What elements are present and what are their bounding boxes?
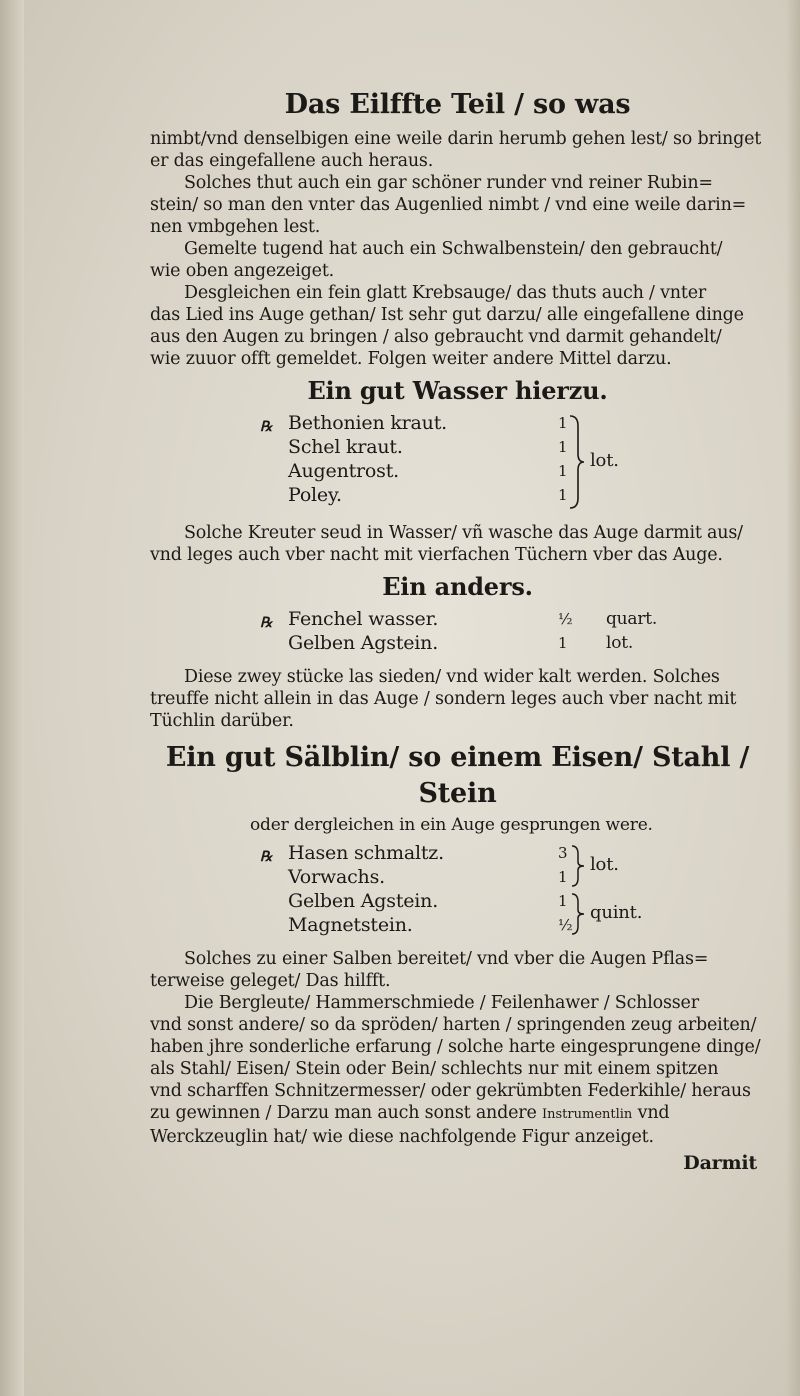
recipe-list (150, 608, 765, 660)
text-line: Tüchlin darüber. (150, 711, 294, 731)
heading-subline: oder dergleichen in ein Auge gesprungen were. (250, 815, 653, 835)
text-line: Solche Kreuter seud in Wasser/ vñ wasche das Auge darmit aus/ (184, 523, 743, 543)
ingredient-name: Vorwachs. (288, 866, 385, 888)
text-line: stein/ so man den vnter das Augenlied nimbt / vnd eine weile darin= (150, 195, 747, 215)
ingredient-name: Fenchel wasser. (288, 608, 439, 630)
text-line: vnd scharffen Schnitzermesser/ oder gekrümbten Federkihle/ heraus (150, 1081, 751, 1101)
ingredient-unit: lot. (606, 633, 634, 653)
recipe-item (260, 412, 765, 436)
ingredient-name: Hasen schmaltz. (288, 842, 444, 864)
text-line: Gemelte tugend hat auch ein Schwalbenstein/ den gebraucht/ (184, 239, 723, 259)
recipe-item (260, 866, 765, 890)
text-line: terweise geleget/ Das hilfft. (150, 971, 391, 991)
text-line: er das eingefallene auch heraus. (150, 151, 434, 171)
catchword: Darmit (683, 1152, 757, 1174)
rx-symbol: ℞ (260, 615, 273, 631)
recipe-item (260, 632, 765, 656)
ingredient-qty: 1 (558, 634, 568, 652)
text-line: nen vmbgehen lest. (150, 217, 321, 237)
curly-brace-icon (570, 844, 586, 888)
page-gutter-shadow (0, 0, 24, 1396)
text-line: vnd sonst andere/ so da spröden/ harten / springenden zeug arbeiten/ (150, 1015, 757, 1035)
ingredient-qty: ½ (558, 610, 573, 628)
ingredient-qty: ½ (558, 916, 573, 934)
group-unit: lot. (590, 854, 619, 875)
text-line: Werckzeuglin hat/ wie diese nachfolgende Figur anzeiget. (150, 1127, 654, 1147)
ingredient-name: Augentrost. (288, 460, 399, 482)
text-line: wie oben angezeiget. (150, 261, 335, 281)
recipe-item (260, 608, 765, 632)
ingredient-name: Schel kraut. (288, 436, 403, 458)
text-line: haben jhre sonderliche erfarung / solche harte eingesprungene dinge/ (150, 1037, 761, 1057)
recipe-item (260, 460, 765, 484)
recipe-item (260, 914, 765, 938)
recipe-item (260, 842, 765, 866)
ingredient-qty: 3 (558, 844, 568, 862)
recipe-heading: Ein gut Sälblin/ so einem Eisen/ Stahl / Stein (165, 742, 750, 809)
rx-symbol: ℞ (260, 849, 273, 865)
paragraph-krebsauge (150, 282, 765, 370)
paragraph-kreuter (150, 522, 765, 566)
recipe-heading: Ein anders. (382, 572, 533, 601)
ingredient-unit: quart. (606, 609, 658, 629)
recipe-list (150, 842, 765, 942)
text-line: Solches thut auch ein gar schöner runder vnd reiner Rubin= (184, 173, 713, 193)
text-line: treuffe nicht allein in das Auge / sondern leges auch vber nacht mit (150, 689, 737, 709)
ingredient-qty: 1 (558, 414, 568, 432)
latin-word: Instrumentlin (542, 1107, 633, 1122)
paragraph-schwalbenstein (150, 238, 765, 282)
running-head: Das Eilffte Teil / so was (284, 89, 631, 120)
ingredient-name: Gelben Agstein. (288, 632, 439, 654)
paragraph-bergleute (150, 992, 765, 1148)
text-line: wie zuuor offt gemeldet. Folgen weiter andere Mittel darzu. (150, 349, 672, 369)
recipe-item (260, 484, 765, 508)
curly-brace-icon (570, 892, 586, 936)
text-line: Desgleichen ein fein glatt Krebsauge/ das thuts auch / vnter (184, 283, 707, 303)
paragraph-rubinstein (150, 172, 765, 238)
ingredient-qty: 1 (558, 438, 568, 456)
paragraph-sieden (150, 666, 765, 732)
ingredient-qty: 1 (558, 868, 568, 886)
text-line: Die Bergleute/ Hammerschmiede / Feilenhawer / Schlosser (184, 993, 699, 1013)
rx-symbol: ℞ (260, 419, 273, 435)
recipe-item (260, 436, 765, 460)
group-unit: quint. (590, 902, 643, 923)
ingredient-name: Bethonien kraut. (288, 412, 447, 434)
page-edge-shadow (786, 0, 800, 1396)
ingredient-name: Magnetstein. (288, 914, 413, 936)
ingredient-qty: 1 (558, 486, 568, 504)
ingredient-qty: 1 (558, 462, 568, 480)
text-line: Diese zwey stücke las sieden/ vnd wider kalt werden. Solches (184, 667, 720, 687)
ingredient-name: Poley. (288, 484, 342, 506)
text-line: nimbt/vnd denselbigen eine weile darin herumb gehen lest/ so bringet (150, 129, 762, 149)
paragraph-salben (150, 948, 765, 992)
ingredient-name: Gelben Agstein. (288, 890, 439, 912)
recipe-list (150, 412, 765, 516)
text-line: als Stahl/ Eisen/ Stein oder Bein/ schlechts nur mit einem spitzen (150, 1059, 719, 1079)
text-block (150, 88, 765, 1174)
intro-paragraph (150, 128, 765, 172)
text-line: Solches zu einer Salben bereitet/ vnd vber die Augen Pflas= (184, 949, 709, 969)
recipe-heading: Ein gut Wasser hierzu. (307, 376, 608, 405)
curly-brace-icon (568, 414, 586, 510)
text-fragment: vnd (637, 1103, 670, 1123)
group-unit: lot. (590, 450, 619, 471)
text-line-with-latin (150, 1102, 765, 1126)
ingredient-qty: 1 (558, 892, 568, 910)
text-line: aus den Augen zu bringen / also gebraucht vnd darmit gehandelt/ (150, 327, 722, 347)
text-line: das Lied ins Auge gethan/ Ist sehr gut darzu/ alle eingefallene dinge (150, 305, 744, 325)
text-line: vnd leges auch vber nacht mit vierfachen Tüchern vber das Auge. (150, 545, 723, 565)
text-fragment: zu gewinnen / Darzu man auch sonst andere (150, 1103, 537, 1123)
recipe-item (260, 890, 765, 914)
